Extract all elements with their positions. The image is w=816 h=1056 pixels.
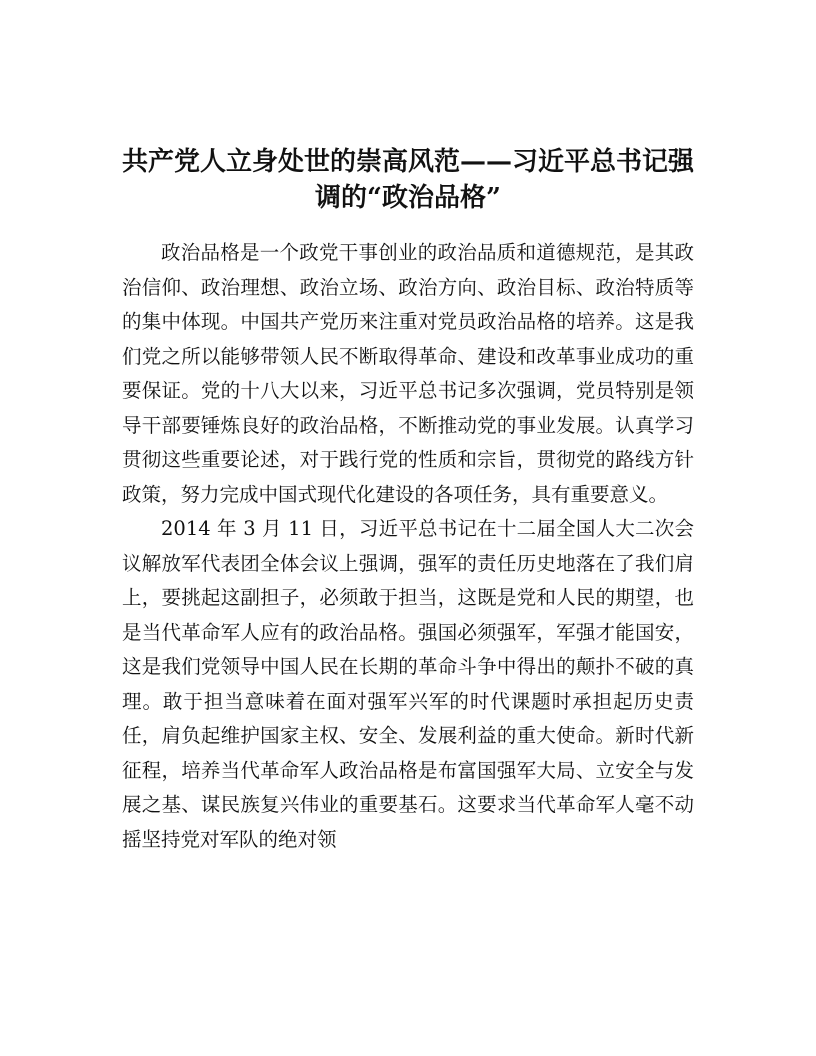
document-title: 共产党人立身处世的崇高风范——习近平总书记强调的“政治品格”: [121, 147, 694, 213]
paragraph-1: 政治品格是一个政党干事创业的政治品质和道德规范，是其政治信仰、政治理想、政治立场、政治方向、政治目标、政治特质等的集中体现。中国共产党历来注重对党员政治品格的培养。这是我们党之所以能够带领人民不断取得革命、建设和改革事业成功的重要保证。党的十八大以来，习近平总书记多次强调，党员特别是领导干部要锤炼良好的政治品格，不断推动党的事业发展。认真学习贯彻这些重要论述，对于践行党的性质和宗旨，贯彻党的路线方针政策，努力完成中国式现代化建设的各项任务，具有重要意义。: [122, 241, 694, 506]
paragraph-2: 2014 年 3 月 11 日，习近平总书记在十二届全国人大二次会议解放军代表团全体会议上强调，强军的责任历史地落在了我们肩上，要挑起这副担子，必须敢于担当，这既是党和人民的期望，也是当代革命军人应有的政治品格。强国必须强军，军强才能国安，这是我们党领导中国人民在长期的革命斗争中得出的颠扑不破的真理。敢于担当意味着在面对强军兴军的时代课题时承担起历史责任，肩负起维护国家主权、安全、发展利益的重大使命。新时代新征程，培养当代革命军人政治品格是布富国强军大局、立安全与发展之基、谋民族复兴伟业的重要基石。这要求当代革命军人毫不动摇坚持党对军队的绝对领: [122, 517, 694, 851]
document-body: [122, 236, 694, 857]
